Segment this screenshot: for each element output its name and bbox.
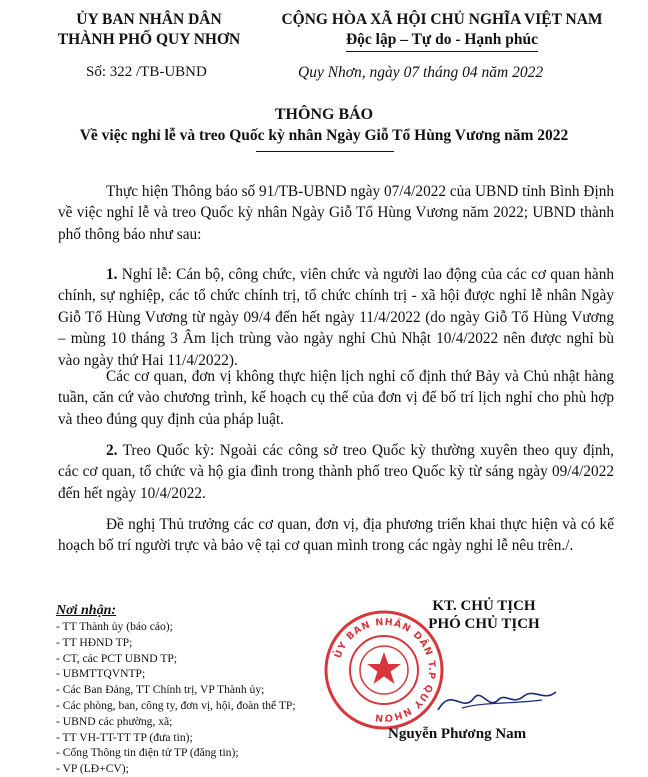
org-line-2: THÀNH PHỐ QUY NHƠN xyxy=(57,31,241,48)
paragraph-flag xyxy=(58,440,614,504)
paragraph-schedule: Các cơ quan, đơn vị không thực hiện lịch nghỉ cố định thứ Bảy và Chủ nhật hàng tuần, căn cứ vào chương trình, kế hoạch cụ thể của đơn vị để bố trí lịch nghỉ cho phù hợp và theo đúng quy định của pháp luật. xyxy=(58,368,614,428)
document-title: THÔNG BÁO xyxy=(274,106,374,123)
recipient-item: - Các phòng, ban, công ty, đơn vị, hội, đoàn thể TP; xyxy=(56,698,296,712)
recipients-heading: Nơi nhận: xyxy=(56,603,117,618)
item-number-1: 1. xyxy=(106,266,118,283)
place-and-date: Quy Nhơn, ngày 07 tháng 04 năm 2022 xyxy=(298,64,544,81)
country-name: CỘNG HÒA XÃ HỘI CHỦ NGHĨA VIỆT NAM xyxy=(281,11,603,28)
document-number: Số: 322 /TB-UBND xyxy=(86,64,207,80)
recipient-item: - CT, các PCT UBND TP; xyxy=(56,651,178,665)
paragraph-holiday xyxy=(58,264,614,371)
title-divider xyxy=(256,151,394,152)
recipient-item: - TT HĐND TP; xyxy=(56,635,133,649)
paragraph-intro: Thực hiện Thông báo số 91/TB-UBND ngày 07/4/2022 của UBND tỉnh Bình Định về việc nghỉ lễ và treo Quốc kỳ nhân Ngày Giỗ Tổ Hùng Vương năm 2022; UBND thành phố thông báo như sau: xyxy=(58,183,614,243)
official-seal xyxy=(322,608,446,732)
recipient-item: - Các Ban Đảng, TT Chính trị, VP Thành ủy; xyxy=(56,683,265,697)
seal-text: ỦY BAN NHÂN DÂN T.P QUY NHƠN xyxy=(332,616,438,724)
signature-position: PHÓ CHỦ TỊCH xyxy=(428,616,540,632)
recipient-item: - Cổng Thông tin điện tử TP (đăng tin); xyxy=(56,746,239,760)
recipient-item: - TT VH-TT-TT TP (đưa tin); xyxy=(56,730,193,744)
item-number-2: 2. xyxy=(106,442,118,459)
national-header xyxy=(252,10,632,52)
recipient-items xyxy=(56,619,296,777)
signer-name: Nguyễn Phương Nam xyxy=(388,726,527,742)
org-line-1: ỦY BAN NHÂN DÂN xyxy=(76,11,222,28)
signature-authority: KT. CHỦ TỊCH xyxy=(432,598,536,614)
recipient-item: - UBMTTQVNTP; xyxy=(56,667,146,681)
document-subtitle: Về việc nghỉ lễ và treo Quốc kỳ nhân Ngày Giỗ Tổ Hùng Vương năm 2022 xyxy=(79,127,569,144)
recipients-list xyxy=(56,602,296,777)
recipient-item: - UBND các phường, xã; xyxy=(56,714,173,728)
star-icon xyxy=(367,652,401,684)
flag-text: Treo Quốc kỳ: Ngoài các công sở treo Quốc kỳ thường xuyên theo quy định, các cơ quan, tổ chức và hộ gia đình trong thành phố treo Quốc kỳ từ sáng ngày 09/4/2022 đến hết ngày 10/4/2022. xyxy=(58,442,614,502)
recipient-item: - TT Thành ủy (báo cáo); xyxy=(56,620,173,633)
paragraph-request: Đề nghị Thủ trưởng các cơ quan, đơn vị, địa phương triển khai thực hiện và có kế hoạch bố trí người trực và bảo vệ tại cơ quan mình trong các ngày nghỉ lễ nêu trên./. xyxy=(58,516,614,555)
handwritten-signature xyxy=(432,680,562,720)
holiday-text: Nghỉ lễ: Cán bộ, công chức, viên chức và người lao động của các cơ quan hành chính, sự nghiệp, các tổ chức chính trị, tổ chức chính trị - xã hội được nghỉ lễ nhân Ngày Giỗ Tổ Hùng Vương từ ngày 09/4 đến hết ngày 11/4/2022 (do ngày Giỗ Tổ Hùng Vương – mùng 10 tháng 3 Âm lịch trùng vào ngày nghỉ Chủ Nhật 10/4/2022 nên được nghỉ bù vào ngày thứ Hai 11/4/2022). xyxy=(58,266,614,369)
recipient-item: - VP (LĐ+CV); xyxy=(56,762,129,776)
national-motto: Độc lập – Tự do - Hạnh phúc xyxy=(346,30,538,52)
issuing-organization xyxy=(34,10,264,50)
